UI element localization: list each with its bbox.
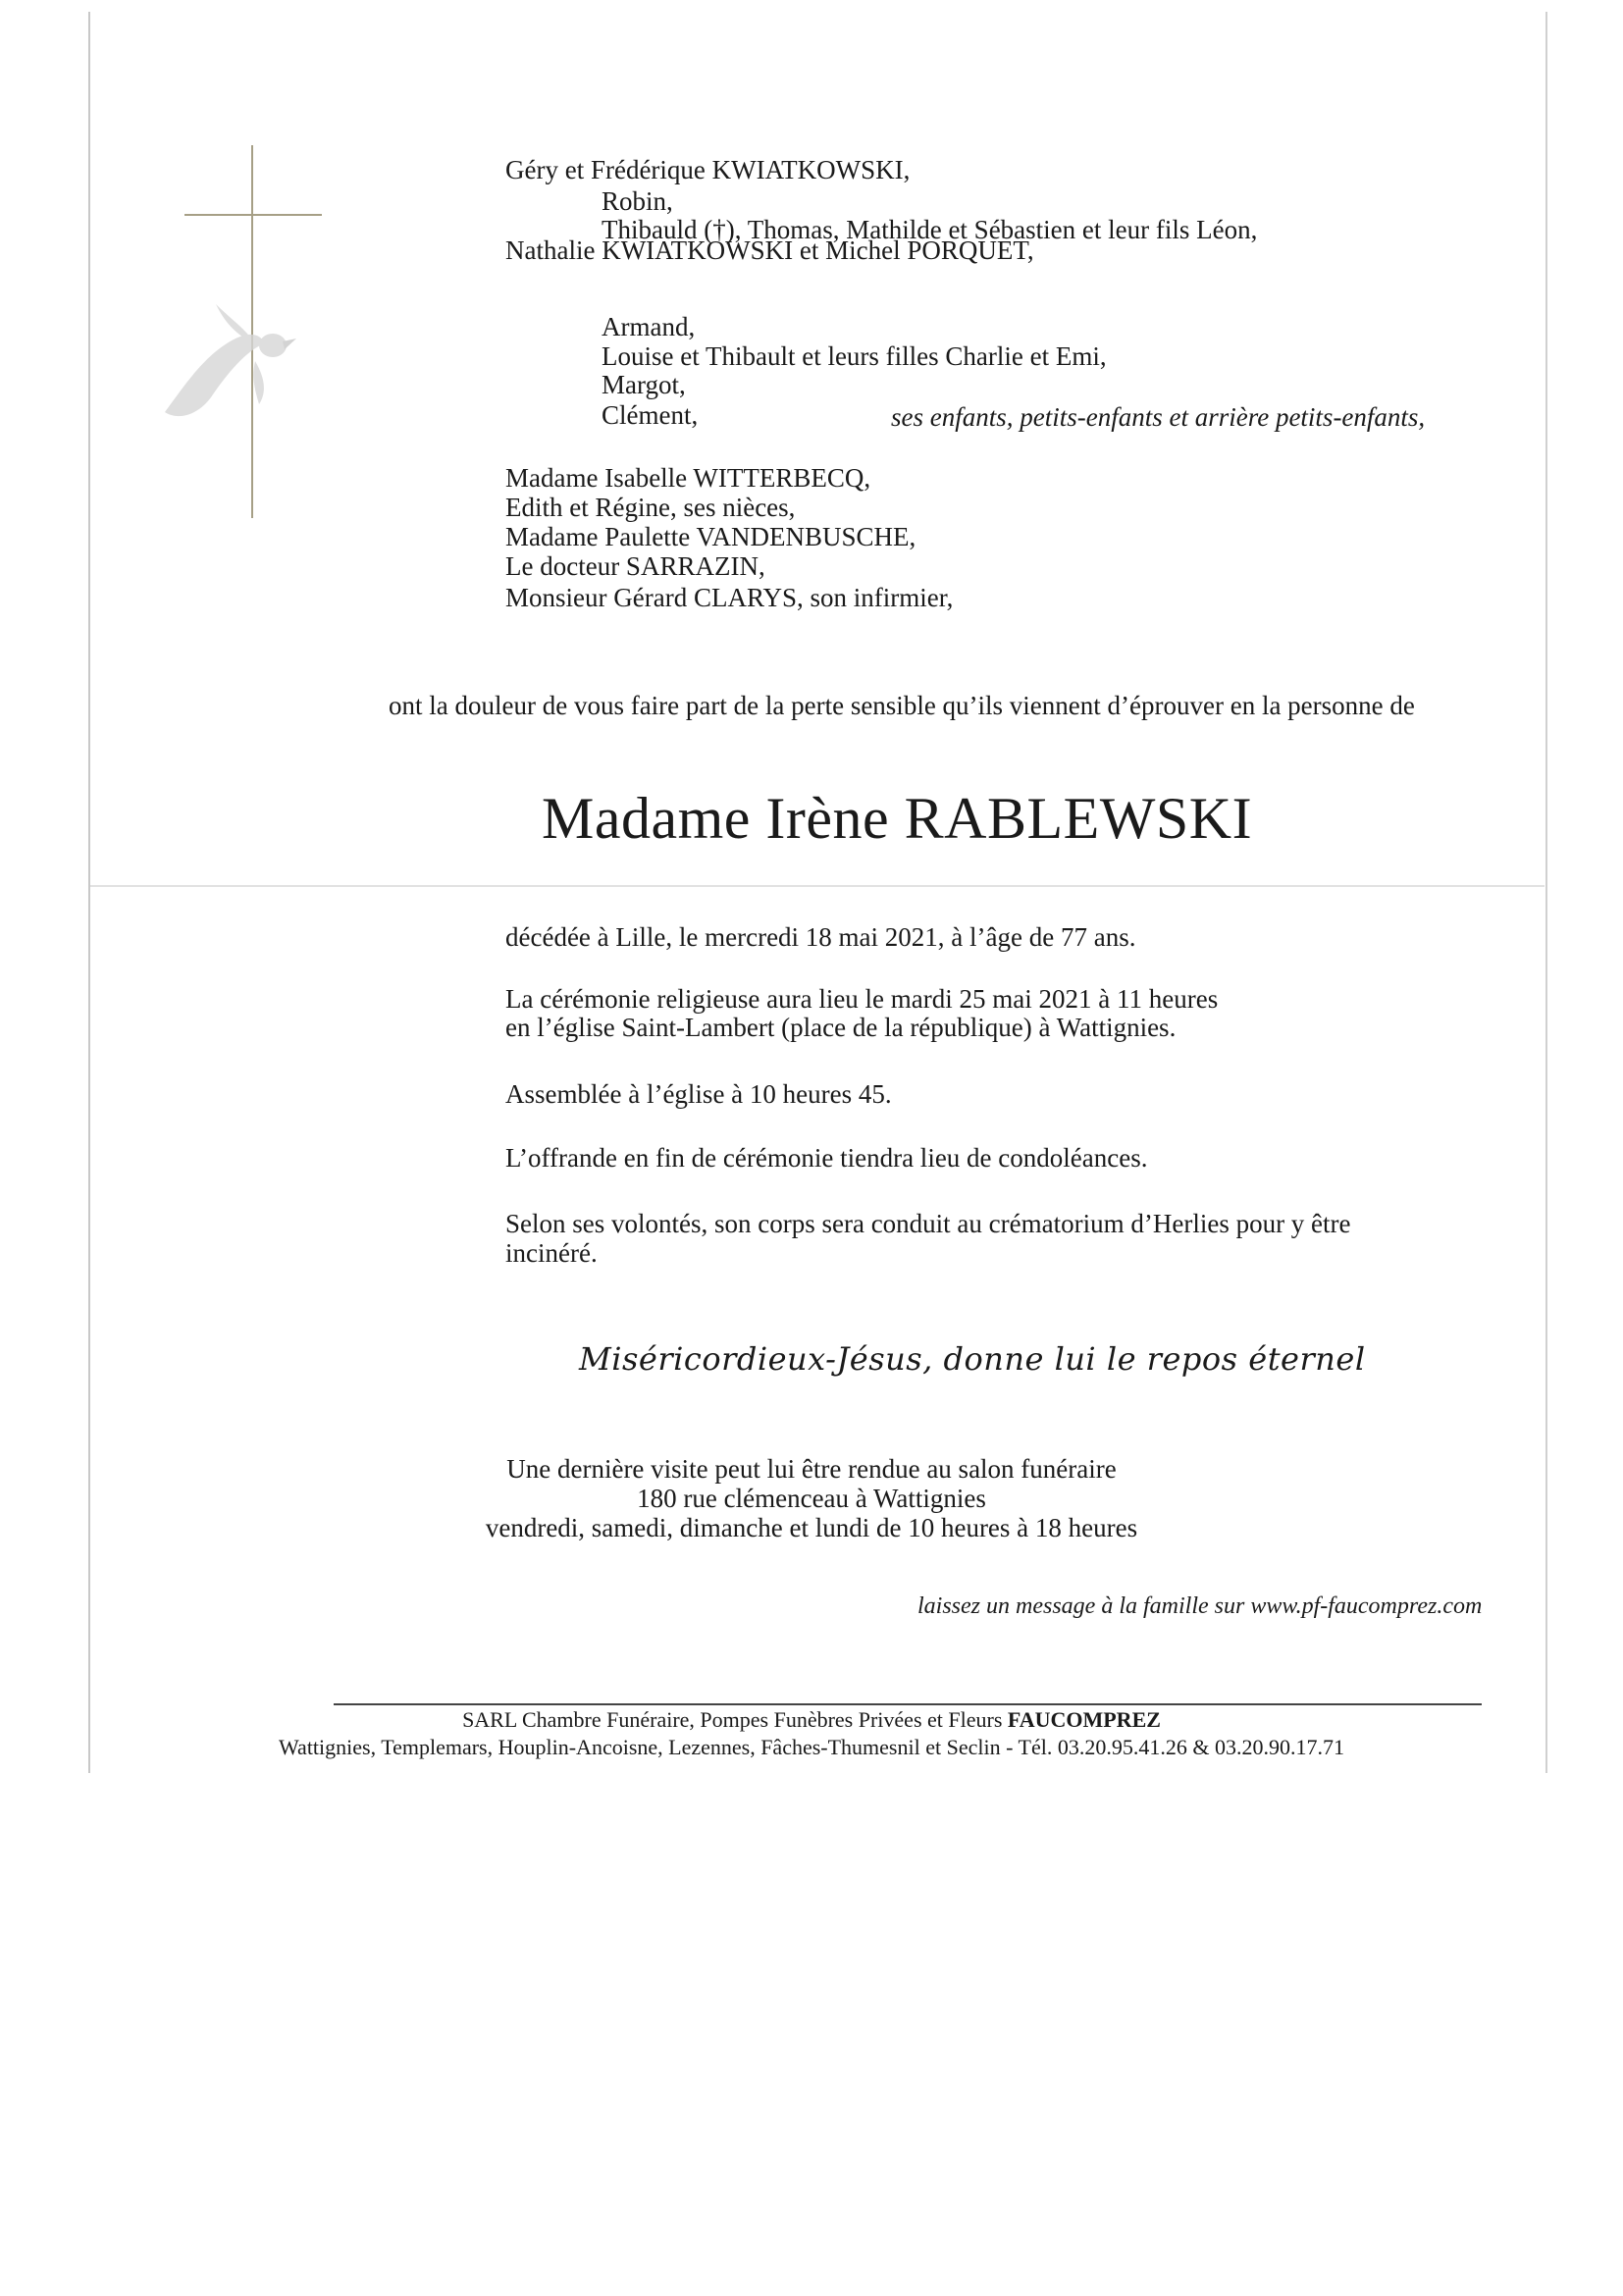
family-line: Monsieur Gérard CLARYS, son infirmier, <box>505 583 954 612</box>
page-edge-left <box>88 12 90 1773</box>
announcement-text: ont la douleur de vous faire part de la perte sensible qu’ils viennent d’éprouver en la personne de <box>389 691 1415 720</box>
prayer-text: Miséricordieux-Jésus, donne lui le repos éternel <box>579 1340 1366 1378</box>
family-line: Nathalie KWIATKOWSKI et Michel PORQUET, <box>505 235 1034 265</box>
ceremony-line: La cérémonie religieuse aura lieu le mardi 25 mai 2021 à 11 heures <box>505 984 1219 1014</box>
company-line <box>160 1707 1463 1733</box>
visit-line: vendredi, samedi, dimanche et lundi de 10 heures à 18 heures <box>485 1513 1138 1542</box>
visit-line: 180 rue clémenceau à Wattignies <box>637 1484 986 1513</box>
footer-divider <box>334 1703 1482 1705</box>
family-line: Géry et Frédérique KWIATKOWSKI, <box>505 155 911 184</box>
company-prefix: SARL Chambre Funéraire, Pompes Funèbres Privées et Fleurs <box>462 1707 1008 1732</box>
ceremony-line: en l’église Saint-Lambert (place de la république) à Wattignies. <box>505 1013 1177 1042</box>
wishes-line: incinéré. <box>505 1238 598 1268</box>
family-line: Le docteur SARRAZIN, <box>505 551 765 581</box>
visit-line: Une dernière visite peut lui être rendue au salon funéraire <box>506 1454 1117 1484</box>
company-locations: Wattignies, Templemars, Houplin-Ancoisne, Lezennes, Fâches-Thumesnil et Seclin - Tél. 03.20.95.41.26 & 03.20.90.17.71 <box>279 1735 1344 1759</box>
family-line: Clément, <box>602 400 699 430</box>
dove-icon <box>157 285 304 422</box>
family-line: Louise et Thibault et leurs filles Charlie et Emi, <box>602 341 1107 371</box>
wishes-line: Selon ses volontés, son corps sera conduit au crématorium d’Herlies pour y être <box>505 1209 1351 1238</box>
family-line: Edith et Régine, ses nièces, <box>505 493 796 522</box>
company-name: FAUCOMPREZ <box>1007 1707 1161 1732</box>
deceased-name: Madame Irène RABLEWSKI <box>542 786 1253 851</box>
death-notice: décédée à Lille, le mercredi 18 mai 2021, à l’âge de 77 ans. <box>505 922 1136 952</box>
family-line: Thibauld (†), Thomas, Mathilde et Sébastien et leur fils Léon, <box>602 215 1258 244</box>
family-line: Margot, <box>602 370 686 399</box>
family-line: Robin, <box>602 186 673 216</box>
relation-note: ses enfants, petits-enfants et arrière petits-enfants, <box>891 402 1426 432</box>
family-line: Madame Paulette VANDENBUSCHE, <box>505 522 916 551</box>
page-edge-right <box>1545 12 1547 1773</box>
website-message: laissez un message à la famille sur www.pf-faucomprez.com <box>917 1593 1483 1619</box>
family-line: Madame Isabelle WITTERBECQ, <box>505 463 871 493</box>
offering-text: L’offrande en fin de cérémonie tiendra lieu de condoléances. <box>505 1143 1148 1173</box>
family-line: Armand, <box>602 312 696 341</box>
assembly-text: Assemblée à l’église à 10 heures 45. <box>505 1079 892 1109</box>
fold-line <box>90 885 1544 887</box>
